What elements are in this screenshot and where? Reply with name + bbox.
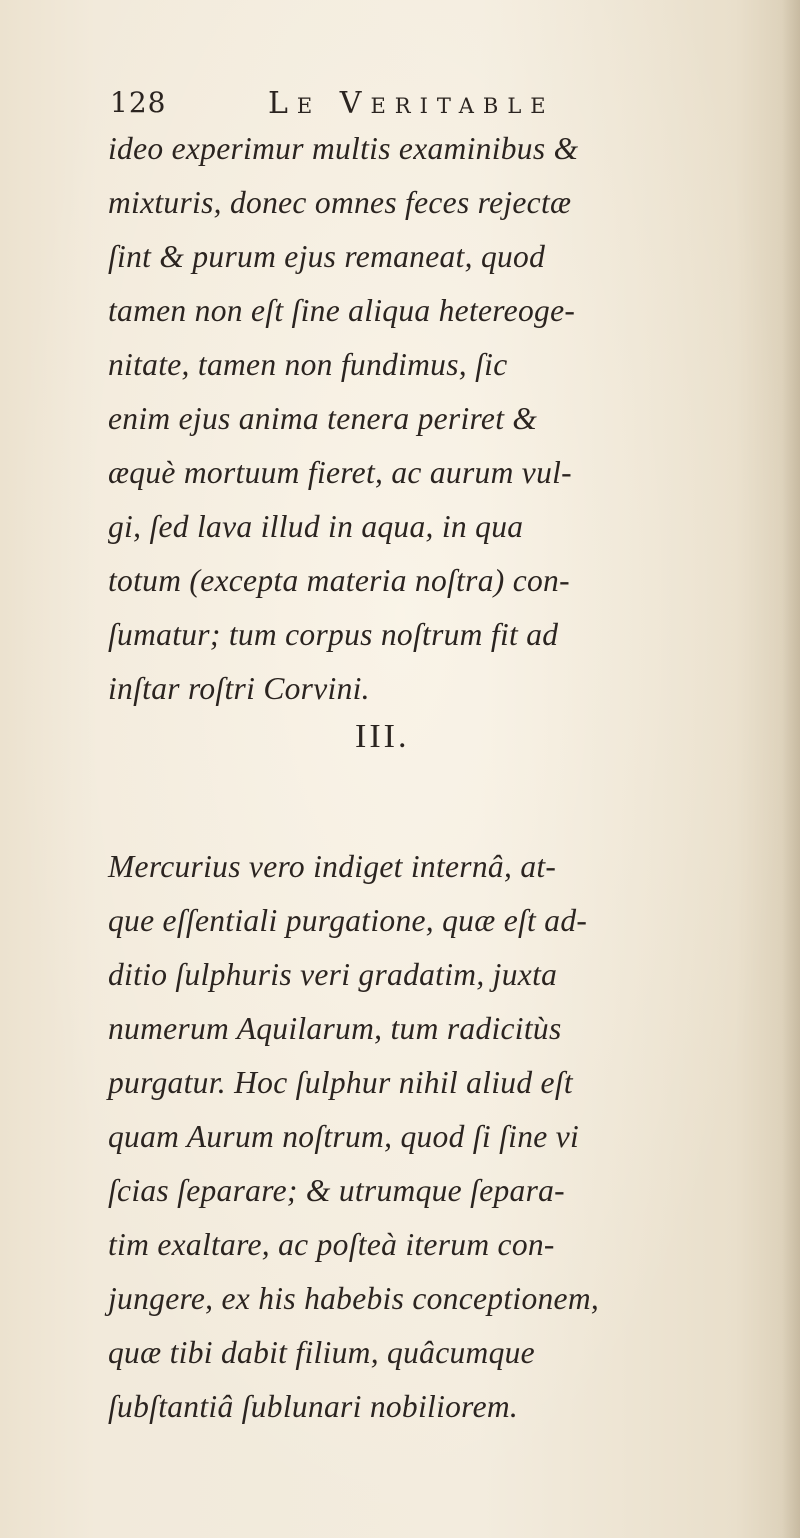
- text-line: jungere, ex his habebis conceptionem,: [108, 1281, 600, 1316]
- text-line: quæ tibi dabit filium, quâcumque: [108, 1335, 535, 1370]
- text-line: ſint & purum ejus remaneat, quod: [108, 239, 546, 274]
- page-number: 128: [110, 86, 167, 119]
- text-line: ſubſtantiâ ſublunari nobiliorem.: [108, 1389, 519, 1424]
- text-line: purgatur. Hoc ſulphur nihil aliud eſt: [108, 1065, 573, 1100]
- text-line: nitate, tamen non fundimus, ſic: [108, 347, 508, 382]
- text-line: tim exaltare, ac poſteà iterum con-: [108, 1227, 555, 1262]
- paragraph-1: [108, 122, 768, 716]
- paragraph-2: [108, 840, 768, 1434]
- text-line: ideo experimur multis examinibus &: [108, 131, 579, 166]
- page-edge-shadow: [782, 0, 800, 1538]
- text-line: que eſſentiali purgatione, quæ eſt ad-: [108, 903, 588, 938]
- section-number: III.: [355, 718, 410, 755]
- running-head: Le Veritable: [268, 86, 555, 121]
- text-line: ſcias ſeparare; & utrumque ſepara-: [108, 1173, 565, 1208]
- text-line: totum (excepta materia noſtra) con-: [108, 563, 570, 598]
- text-line: Mercurius vero indiget internâ, at-: [108, 849, 557, 884]
- text-line: tamen non eſt ſine aliqua hetereoge-: [108, 293, 576, 328]
- text-line: enim ejus anima tenera periret &: [108, 401, 538, 436]
- text-line: æquè mortuum fieret, ac aurum vul-: [108, 455, 572, 490]
- text-line: ditio ſulphuris veri gradatim, juxta: [108, 957, 558, 992]
- text-line: inſtar roſtri Corvini.: [108, 671, 370, 706]
- text-line: mixturis, donec omnes feces rejectæ: [108, 185, 572, 220]
- text-line: ſumatur; tum corpus noſtrum fit ad: [108, 617, 559, 652]
- text-line: gi, ſed lava illud in aqua, in qua: [108, 509, 524, 544]
- text-line: numerum Aquilarum, tum radicitùs: [108, 1011, 562, 1046]
- text-line: quam Aurum noſtrum, quod ſi ſine vi: [108, 1119, 580, 1154]
